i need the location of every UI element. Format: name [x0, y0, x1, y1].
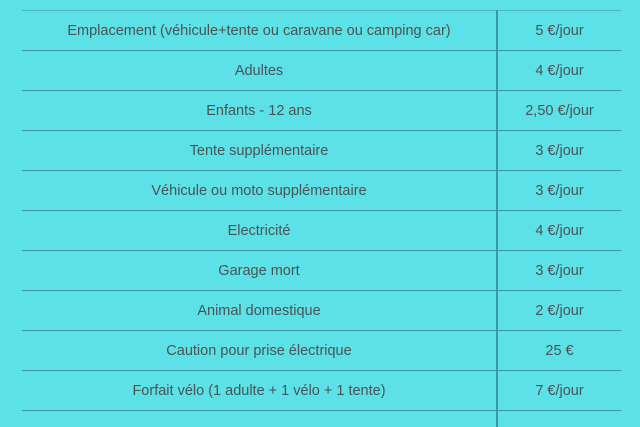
item-label	[22, 411, 497, 427]
item-price: 3 €/jour	[497, 131, 621, 171]
table-row	[22, 291, 621, 331]
item-label: Emplacement (véhicule+tente ou caravane ou camping car)	[22, 11, 497, 51]
table-row	[22, 371, 621, 411]
item-label: Animal domestique	[22, 291, 497, 331]
table-row	[22, 131, 621, 171]
item-price: 5 €/jour	[497, 11, 621, 51]
item-label: Forfait vélo (1 adulte + 1 vélo + 1 tente)	[22, 371, 497, 411]
item-price: 3 €/jour	[497, 171, 621, 211]
item-price: 25 €	[497, 331, 621, 371]
table-row	[22, 91, 621, 131]
item-price: 4 €/jour	[497, 51, 621, 91]
item-price	[497, 411, 621, 427]
table-row	[22, 331, 621, 371]
table-row	[22, 171, 621, 211]
item-label: Enfants - 12 ans	[22, 91, 497, 131]
table-row	[22, 411, 621, 427]
item-price: 2 €/jour	[497, 291, 621, 331]
table-row	[22, 251, 621, 291]
item-label: Garage mort	[22, 251, 497, 291]
item-label: Electricité	[22, 211, 497, 251]
table-row	[22, 11, 621, 51]
price-table	[22, 10, 621, 427]
item-price: 7 €/jour	[497, 371, 621, 411]
item-label: Adultes	[22, 51, 497, 91]
item-price: 3 €/jour	[497, 251, 621, 291]
item-label: Véhicule ou moto supplémentaire	[22, 171, 497, 211]
table-row	[22, 211, 621, 251]
item-label: Caution pour prise électrique	[22, 331, 497, 371]
item-price: 4 €/jour	[497, 211, 621, 251]
item-price: 2,50 €/jour	[497, 91, 621, 131]
item-label: Tente supplémentaire	[22, 131, 497, 171]
table-row	[22, 51, 621, 91]
